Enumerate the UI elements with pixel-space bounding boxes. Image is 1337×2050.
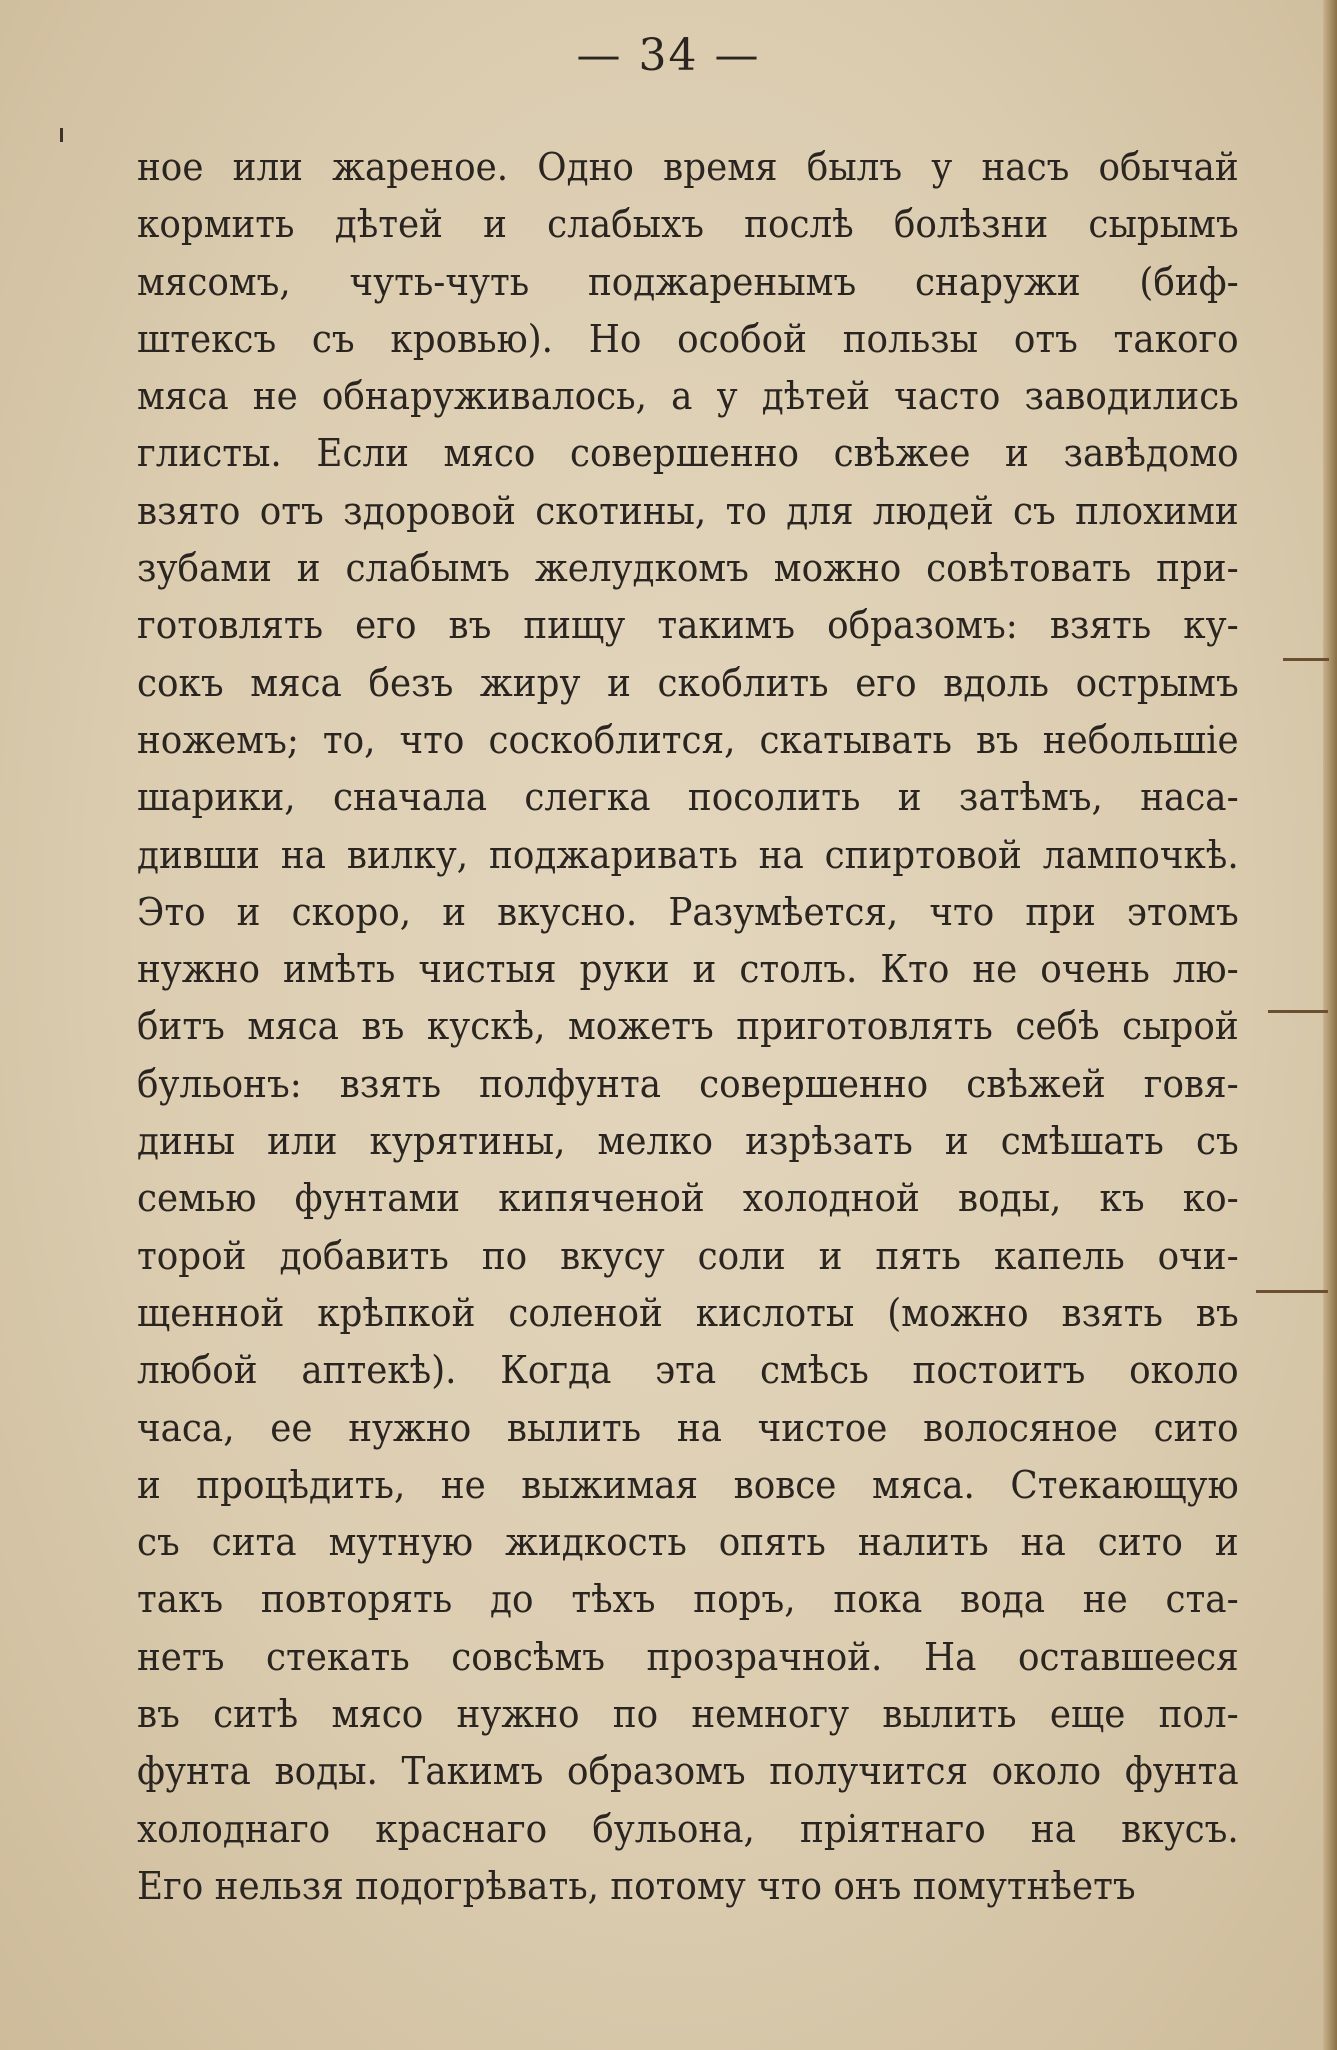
text-line: холоднаго краснаго бульона, пріятнаго на вкусъ.	[137, 1806, 1239, 1851]
text-line: глисты. Если мясо совершенно свѣжее и завѣдомо	[137, 431, 1239, 476]
text-line: мяса не обнаруживалось, а у дѣтей часто заводились	[137, 374, 1239, 419]
text-line: готовлять его въ пищу такимъ образомъ: взять ку-	[137, 603, 1239, 648]
text-line: шарики, сначала слегка посолить и затѣмъ, наса-	[137, 775, 1239, 820]
text-line: любой аптекѣ). Когда эта смѣсь постоитъ около	[137, 1348, 1239, 1393]
body-text	[137, 139, 1239, 1915]
margin-mark	[1283, 658, 1329, 661]
text-line: дины или курятины, мелко изрѣзать и смѣшать съ	[137, 1119, 1239, 1164]
text-line: кормить дѣтей и слабыхъ послѣ болѣзни сырымъ	[137, 202, 1239, 247]
text-line: такъ повторять до тѣхъ поръ, пока вода не ста-	[137, 1577, 1239, 1622]
text-line: торой добавить по вкусу соли и пять капель очи-	[137, 1233, 1239, 1278]
text-line: мясомъ, чуть-чуть поджаренымъ снаружи (биф-	[137, 259, 1239, 304]
page-edge	[1323, 0, 1337, 2050]
text-line: фунта воды. Такимъ образомъ получится около фунта	[137, 1749, 1239, 1794]
text-line: ное или жареное. Одно время былъ у насъ обычай	[137, 145, 1239, 189]
text-line: нетъ стекать совсѣмъ прозрачной. На оставшееся	[137, 1634, 1239, 1679]
text-line: ножемъ; то, что соскоблится, скатывать въ небольшіе	[137, 717, 1239, 762]
text-line: нужно имѣть чистыя руки и столъ. Кто не очень лю-	[137, 947, 1239, 992]
text-line: щенной крѣпкой соленой кислоты (можно взять въ	[137, 1290, 1239, 1335]
text-line: штексъ съ кровью). Но особой пользы отъ такого	[137, 316, 1239, 361]
text-line: и процѣдить, не выжимая вовсе мяса. Стекающую	[137, 1462, 1239, 1507]
text-line: семью фунтами кипяченой холодной воды, къ ко-	[137, 1176, 1239, 1221]
margin-speck	[60, 128, 63, 142]
margin-mark	[1268, 1010, 1328, 1013]
text-line: Его нельзя подогрѣвать, потому что онъ помутнѣетъ	[137, 1863, 1136, 1908]
text-line: битъ мяса въ кускѣ, можетъ приготовлять себѣ сырой	[137, 1004, 1239, 1049]
text-line: дивши на вилку, поджаривать на спиртовой лампочкѣ.	[137, 832, 1239, 877]
text-line: съ сита мутную жидкость опять налить на сито и	[137, 1520, 1239, 1565]
text-line: въ ситѣ мясо нужно по немногу вылить еще пол-	[137, 1692, 1239, 1737]
margin-mark	[1256, 1290, 1328, 1293]
text-line: Это и скоро, и вкусно. Разумѣется, что при этомъ	[137, 889, 1239, 934]
text-line: взято отъ здоровой скотины, то для людей съ плохими	[137, 488, 1239, 533]
text-line: часа, ее нужно вылить на чистое волосяное сито	[137, 1405, 1239, 1450]
page-number: — 34 —	[576, 30, 761, 81]
text-line: сокъ мяса безъ жиру и скоблить его вдоль острымъ	[137, 660, 1239, 705]
text-line: бульонъ: взять полфунта совершенно свѣжей говя-	[137, 1061, 1239, 1106]
text-line: зубами и слабымъ желудкомъ можно совѣтовать при-	[137, 546, 1239, 591]
